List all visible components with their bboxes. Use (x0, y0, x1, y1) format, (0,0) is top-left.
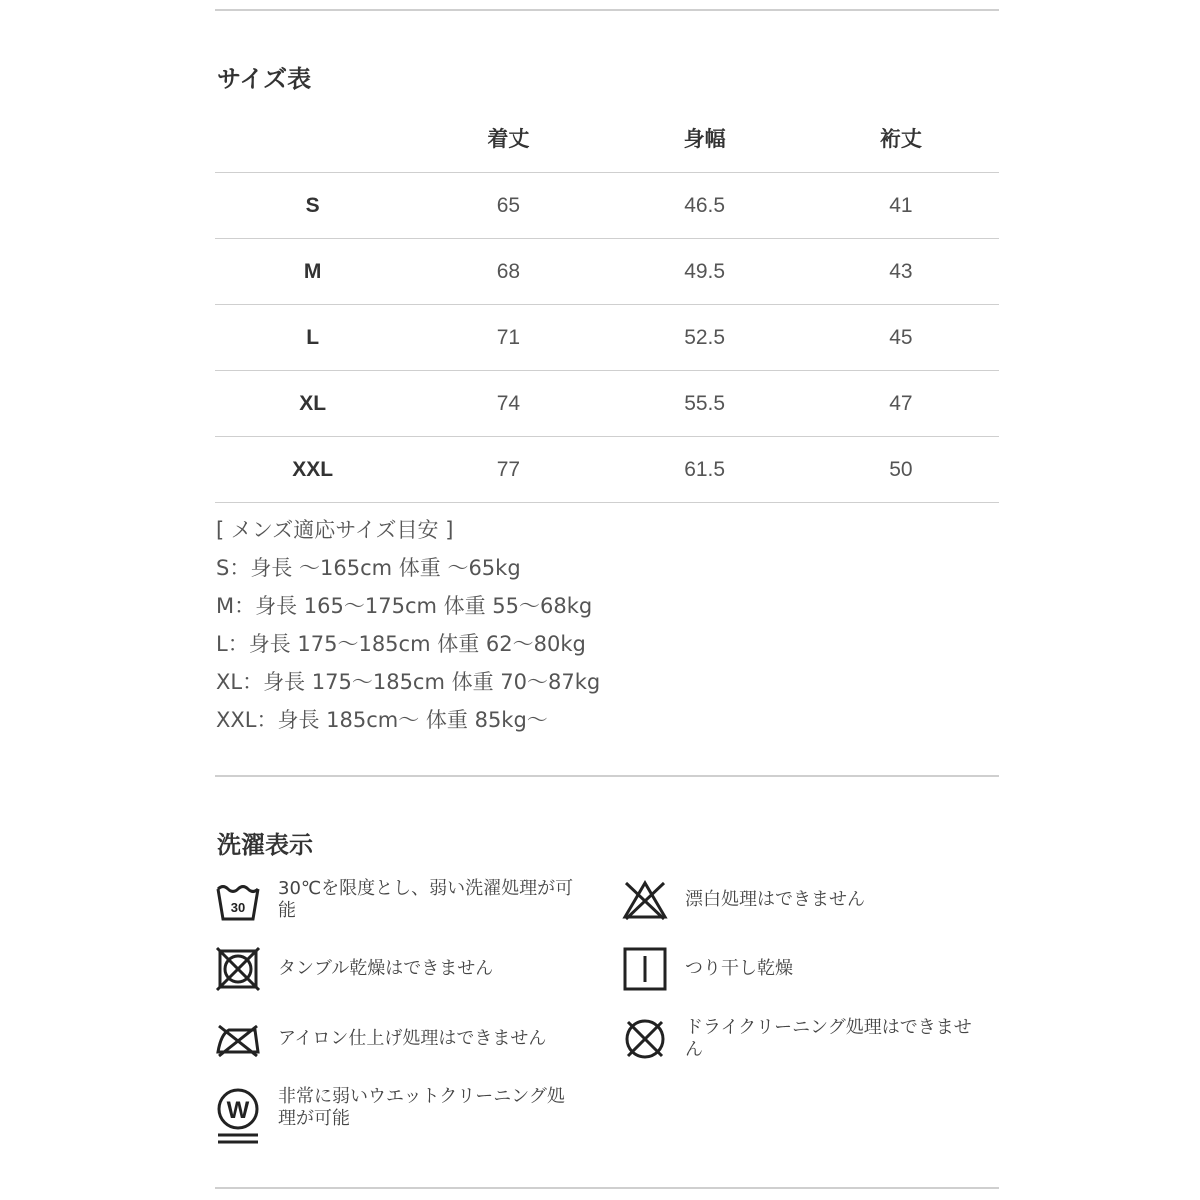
care-item-line-dry (622, 946, 985, 992)
fit-guide-line: L：身長 175～185cm 体重 62～80kg (216, 632, 586, 656)
table-header-row (215, 104, 999, 173)
sleeve-value: 45 (803, 305, 999, 371)
size-label: L (215, 305, 410, 371)
sleeve-value: 50 (803, 437, 999, 503)
care-section-title: 洗濯表示 (217, 831, 313, 859)
fit-guide-line: M：身長 165～175cm 体重 55～68kg (216, 594, 593, 618)
care-text: 非常に弱いウエットクリーニング処理が可能 (278, 1086, 565, 1129)
fit-guide-line: XXL：身長 185cm～ 体重 85kg～ (216, 708, 548, 732)
column-header-length: 着丈 (487, 127, 530, 151)
wash-temperature-label: 30 (230, 900, 246, 915)
width-value: 49.5 (606, 239, 802, 305)
table-row (215, 239, 999, 305)
sleeve-value: 43 (803, 239, 999, 305)
width-value: 46.5 (606, 173, 802, 239)
table-row (215, 305, 999, 371)
no-iron-icon (215, 1016, 261, 1062)
wet-clean-very-gentle-icon (215, 1087, 261, 1151)
size-table-title: サイズ表 (217, 65, 312, 93)
wash-tub-30-icon (215, 877, 261, 923)
fit-guide-title: [ メンズ適応サイズ目安 ] (216, 518, 454, 542)
width-value: 61.5 (606, 437, 802, 503)
size-label: M (215, 239, 410, 305)
care-text: 漂白処理はできません (685, 889, 865, 910)
table-row (215, 371, 999, 437)
length-value: 71 (410, 305, 606, 371)
care-item-tumble (215, 946, 578, 992)
care-text: 30℃を限度とし、弱い洗濯処理が可能 (278, 878, 574, 921)
wet-clean-label: W (226, 1097, 250, 1124)
no-bleach-icon (622, 877, 668, 923)
care-item-dry-clean (622, 1016, 985, 1062)
table-row (215, 173, 999, 239)
size-label: XL (215, 371, 410, 437)
care-text: タンブル乾燥はできません (278, 958, 494, 979)
length-value: 68 (410, 239, 606, 305)
length-value: 74 (410, 371, 606, 437)
divider-bottom (215, 1187, 999, 1189)
care-text: ドライクリーニング処理はできません (685, 1017, 972, 1060)
table-row (215, 437, 999, 503)
sleeve-value: 41 (803, 173, 999, 239)
column-header-sleeve: 裄丈 (879, 127, 922, 151)
care-item-wet-clean (215, 1087, 578, 1151)
no-dry-clean-icon (622, 1016, 668, 1062)
care-text: つり干し乾燥 (685, 958, 793, 979)
fit-guide-line: S：身長 ～165cm 体重 ～65kg (216, 556, 521, 580)
care-item-bleach (622, 877, 985, 923)
width-value: 52.5 (606, 305, 802, 371)
size-label: XXL (215, 437, 410, 503)
care-item-iron (215, 1016, 578, 1062)
divider-top (215, 9, 999, 11)
width-value: 55.5 (606, 371, 802, 437)
care-item-wash (215, 877, 578, 923)
length-value: 65 (410, 173, 606, 239)
divider-middle (215, 775, 999, 777)
sleeve-value: 47 (803, 371, 999, 437)
fit-guide-line: XL：身長 175～185cm 体重 70～87kg (216, 670, 601, 694)
line-dry-icon (622, 946, 668, 992)
length-value: 77 (410, 437, 606, 503)
size-label: S (215, 173, 410, 239)
fit-guide (216, 511, 600, 739)
column-header-size (215, 104, 410, 173)
size-table (215, 104, 999, 503)
column-header-width: 身幅 (683, 127, 726, 151)
care-text: アイロン仕上げ処理はできません (278, 1028, 547, 1049)
no-tumble-dry-icon (215, 946, 261, 992)
